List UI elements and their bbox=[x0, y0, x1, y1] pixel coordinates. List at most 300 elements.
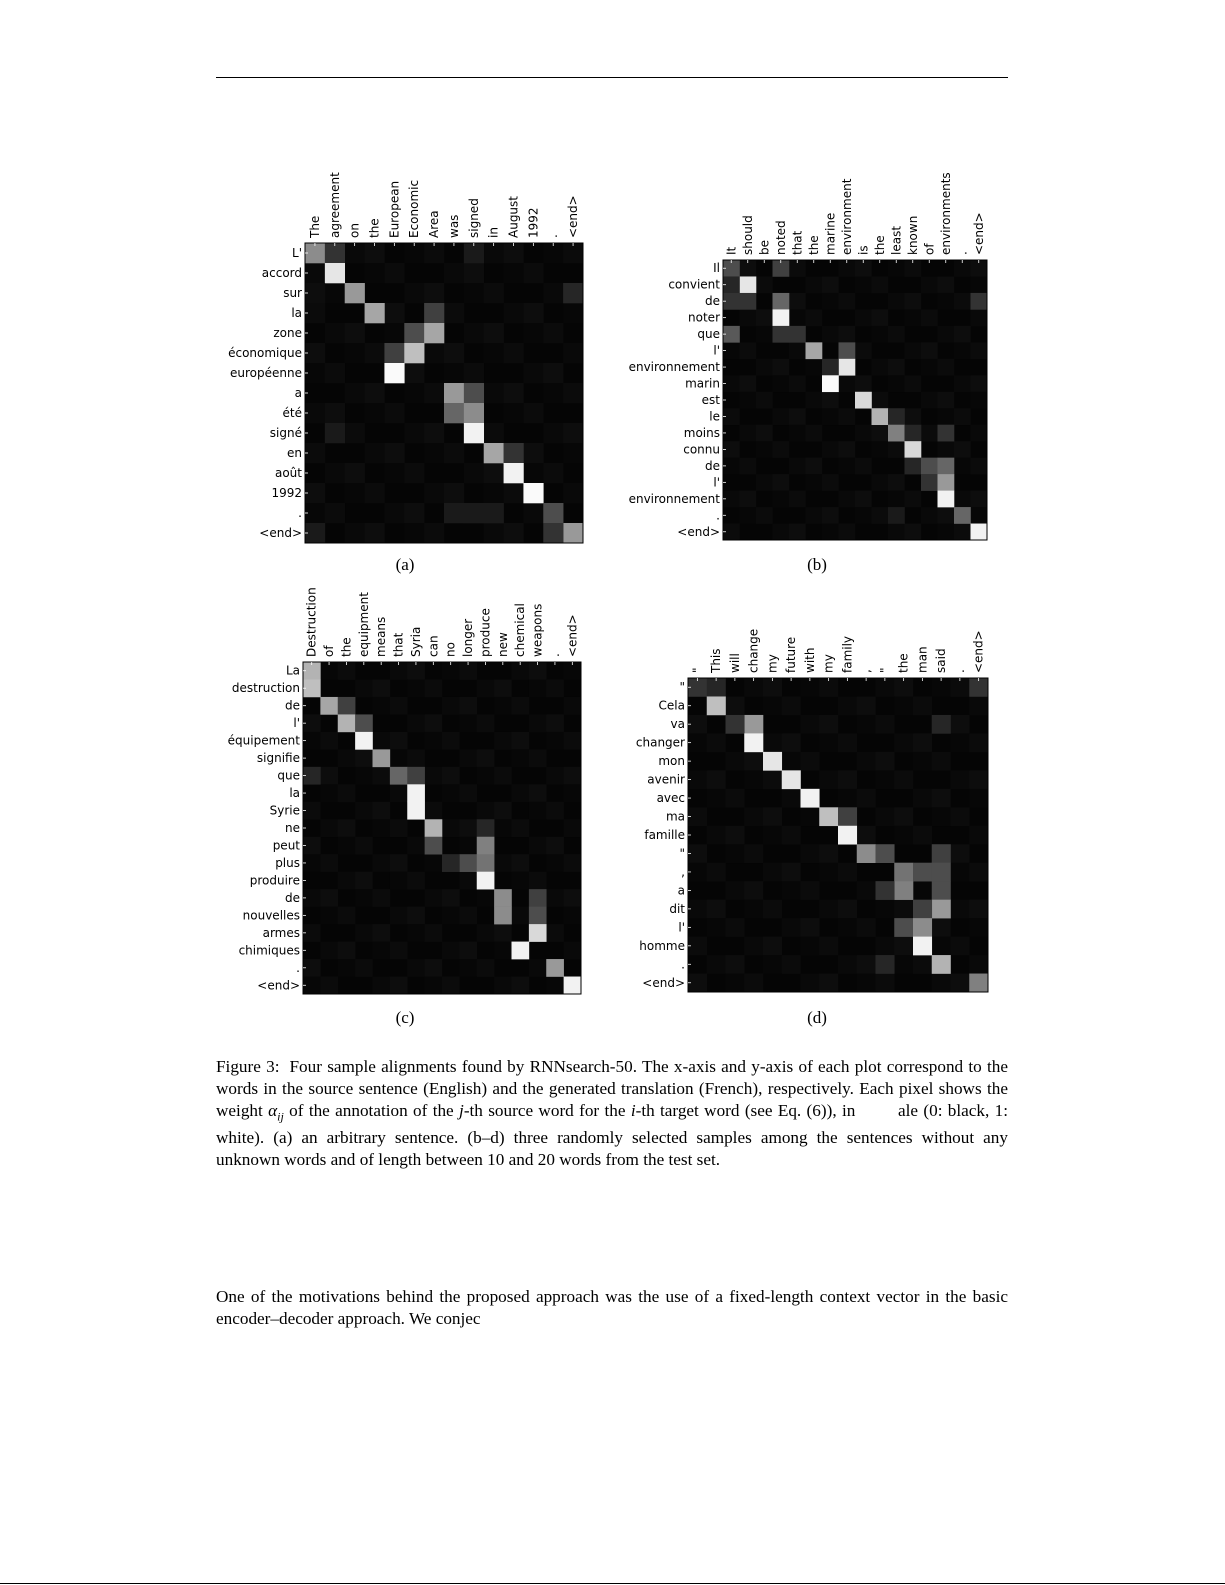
heatmap-cell bbox=[424, 443, 444, 463]
heatmap-cell bbox=[355, 837, 373, 855]
heatmap-cell bbox=[365, 483, 385, 503]
heatmap-cell bbox=[744, 715, 763, 734]
heatmap-cell bbox=[822, 293, 839, 310]
heatmap-cell bbox=[913, 900, 932, 919]
j-symbol: j bbox=[459, 1101, 464, 1120]
x-tick-label: is bbox=[856, 245, 871, 255]
heatmap-cell bbox=[407, 959, 425, 977]
heatmap-cell bbox=[969, 789, 988, 808]
y-tick-label: famille bbox=[644, 828, 685, 842]
x-tick-label: noted bbox=[773, 220, 788, 255]
heatmap-cell bbox=[529, 714, 547, 732]
heatmap-cell bbox=[938, 507, 955, 524]
heatmap-cell bbox=[442, 854, 460, 872]
heatmap-cell bbox=[951, 974, 970, 993]
x-tick-label: . bbox=[546, 234, 561, 238]
heatmap-cell bbox=[756, 276, 773, 293]
heatmap-cell bbox=[425, 714, 443, 732]
heatmap-cell bbox=[546, 924, 564, 942]
heatmap-cell bbox=[563, 343, 583, 363]
heatmap-cell bbox=[523, 403, 543, 423]
heatmap-cell bbox=[855, 392, 872, 409]
heatmap-cell bbox=[543, 323, 563, 343]
heatmap-cell bbox=[707, 733, 726, 752]
heatmap-cell bbox=[954, 375, 971, 392]
heatmap-cell bbox=[872, 425, 889, 442]
heatmap-cell bbox=[744, 752, 763, 771]
heatmap-cell bbox=[894, 900, 913, 919]
heatmap-cell bbox=[404, 343, 424, 363]
heatmap-cell bbox=[543, 283, 563, 303]
heatmap-cell bbox=[789, 524, 806, 541]
y-tick-label: L' bbox=[292, 246, 302, 260]
y-tick-label: " bbox=[679, 680, 685, 695]
heatmap-cell bbox=[543, 383, 563, 403]
heatmap-cell bbox=[932, 807, 951, 826]
heatmap-cell bbox=[543, 523, 563, 543]
heatmap-cell bbox=[424, 383, 444, 403]
x-tick-label: produce bbox=[478, 608, 493, 657]
heatmap-cell bbox=[819, 770, 838, 789]
heatmap-cell bbox=[913, 696, 932, 715]
heatmap-cell bbox=[504, 263, 524, 283]
heatmap-cell bbox=[839, 326, 856, 343]
x-tick-label: <end> bbox=[971, 630, 986, 673]
heatmap-cell bbox=[763, 752, 782, 771]
heatmap-cell bbox=[390, 767, 408, 785]
heatmap-cell bbox=[529, 784, 547, 802]
heatmap-cell bbox=[390, 872, 408, 890]
heatmap-cell bbox=[905, 524, 922, 541]
heatmap-cell bbox=[404, 323, 424, 343]
y-tick-label: août bbox=[274, 466, 302, 480]
heatmap-cell bbox=[969, 733, 988, 752]
heatmap-cell bbox=[744, 974, 763, 993]
heatmap-cell bbox=[839, 293, 856, 310]
subfigure-label-b: (b) bbox=[807, 555, 827, 574]
heatmap-cell bbox=[373, 679, 391, 697]
heatmap-cell bbox=[839, 359, 856, 376]
heatmap-cell bbox=[512, 977, 530, 995]
alignment-plot-d bbox=[590, 570, 1010, 1010]
heatmap-cell bbox=[320, 942, 338, 960]
y-tick-label: zone bbox=[273, 326, 302, 340]
heatmap-cell bbox=[563, 483, 583, 503]
y-tick-label: armes bbox=[262, 925, 300, 940]
heatmap-cell bbox=[801, 789, 820, 808]
heatmap-cell bbox=[938, 326, 955, 343]
heatmap-cell bbox=[951, 900, 970, 919]
heatmap-cell bbox=[756, 441, 773, 458]
heatmap-cell bbox=[477, 802, 495, 820]
heatmap-cell bbox=[504, 303, 524, 323]
heatmap-cell bbox=[876, 937, 895, 956]
x-tick-label: new bbox=[495, 632, 510, 657]
heatmap-cell bbox=[444, 483, 464, 503]
heatmap-cell bbox=[740, 293, 757, 310]
heatmap-cell bbox=[726, 974, 745, 993]
heatmap-cell bbox=[894, 955, 913, 974]
heatmap-cell bbox=[894, 826, 913, 845]
x-tick-label: The bbox=[307, 215, 322, 238]
heatmap-cell bbox=[546, 977, 564, 995]
heatmap-cell bbox=[494, 889, 512, 907]
heatmap-cell bbox=[464, 423, 484, 443]
heatmap-cell bbox=[872, 359, 889, 376]
heatmap-cell bbox=[971, 507, 988, 524]
heatmap-cell bbox=[932, 937, 951, 956]
heatmap-cell bbox=[484, 483, 504, 503]
heatmap-cell bbox=[789, 326, 806, 343]
heatmap-cell bbox=[744, 733, 763, 752]
alignment-plot-b bbox=[590, 140, 1010, 550]
heatmap-cell bbox=[921, 276, 938, 293]
x-tick-label: known bbox=[905, 215, 920, 255]
heatmap-cell bbox=[969, 696, 988, 715]
heatmap-cell bbox=[913, 918, 932, 937]
heatmap-cell bbox=[801, 881, 820, 900]
heatmap-cell bbox=[373, 942, 391, 960]
y-tick-label: l' bbox=[713, 343, 720, 358]
heatmap-cell bbox=[938, 392, 955, 409]
heatmap-cell bbox=[789, 458, 806, 475]
heatmap-cell bbox=[442, 767, 460, 785]
heatmap-cell bbox=[819, 900, 838, 919]
heatmap-cell bbox=[932, 918, 951, 937]
y-tick-label: l' bbox=[678, 920, 685, 935]
heatmap-cell bbox=[932, 863, 951, 882]
heatmap-cell bbox=[913, 826, 932, 845]
heatmap-cell bbox=[773, 293, 790, 310]
heatmap-cell bbox=[905, 491, 922, 508]
x-tick-label: change bbox=[746, 628, 761, 673]
heatmap-cell bbox=[384, 343, 404, 363]
heatmap-cell bbox=[384, 323, 404, 343]
y-tick-label: connu bbox=[683, 442, 720, 457]
heatmap-cell bbox=[744, 770, 763, 789]
figure-label: Figure 3: bbox=[216, 1057, 280, 1076]
heatmap-cell bbox=[563, 283, 583, 303]
heatmap-cell bbox=[355, 679, 373, 697]
heatmap-cell bbox=[855, 425, 872, 442]
y-tick-label: <end> bbox=[257, 978, 300, 993]
heatmap-cell bbox=[477, 749, 495, 767]
page-bottom-rule bbox=[0, 1583, 1225, 1584]
heatmap-cell bbox=[459, 872, 477, 890]
x-tick-label: my bbox=[765, 654, 780, 673]
body-paragraph: One of the motivations behind the proposed approach was the use of a fixed-length context vector in the basic encoder–decoder approach. We conjec bbox=[216, 1287, 1008, 1328]
heatmap-cell bbox=[921, 309, 938, 326]
heatmap-cell bbox=[404, 423, 424, 443]
heatmap-cell bbox=[425, 889, 443, 907]
heatmap-cell bbox=[325, 403, 345, 423]
heatmap-cell bbox=[773, 375, 790, 392]
x-tick-label: the bbox=[872, 235, 887, 255]
heatmap-cell bbox=[444, 503, 464, 523]
y-tick-label: ne bbox=[285, 821, 300, 835]
heatmap-cell bbox=[838, 733, 857, 752]
heatmap-cell bbox=[529, 802, 547, 820]
heatmap-cell bbox=[484, 323, 504, 343]
y-tick-label: l' bbox=[293, 716, 300, 731]
y-tick-label: . bbox=[716, 508, 720, 523]
heatmap-cell bbox=[390, 819, 408, 837]
heatmap-cell bbox=[325, 503, 345, 523]
heatmap-cell bbox=[782, 696, 801, 715]
heatmap-cell bbox=[951, 807, 970, 826]
heatmap-cell bbox=[477, 767, 495, 785]
heatmap-cell bbox=[740, 491, 757, 508]
heatmap-cell bbox=[740, 375, 757, 392]
heatmap-cell bbox=[504, 343, 524, 363]
heatmap-cell bbox=[951, 863, 970, 882]
x-tick-label: said bbox=[934, 648, 949, 673]
heatmap-cell bbox=[822, 375, 839, 392]
x-tick-label: . bbox=[952, 669, 967, 673]
heatmap-cell bbox=[756, 392, 773, 409]
heatmap-cell bbox=[325, 363, 345, 383]
caption-text-3: -th source word for the bbox=[463, 1101, 631, 1120]
heatmap-cell bbox=[365, 243, 385, 263]
x-tick-label: 1992 bbox=[526, 207, 541, 238]
y-tick-label: sur bbox=[283, 286, 302, 300]
heatmap-cell bbox=[338, 697, 356, 715]
heatmap-cell bbox=[338, 819, 356, 837]
heatmap-cell bbox=[373, 889, 391, 907]
heatmap-cell bbox=[477, 924, 495, 942]
heatmap-cell bbox=[822, 441, 839, 458]
y-tick-label: avenir bbox=[647, 772, 685, 787]
heatmap-cell bbox=[971, 524, 988, 541]
heatmap-cell bbox=[464, 383, 484, 403]
heatmap-cell bbox=[971, 342, 988, 359]
heatmap-b bbox=[590, 140, 1010, 550]
heatmap-cell bbox=[459, 837, 477, 855]
x-tick-label: family bbox=[840, 635, 855, 673]
y-tick-label: ma bbox=[665, 809, 685, 824]
heatmap-cell bbox=[390, 697, 408, 715]
heatmap-cell bbox=[707, 918, 726, 937]
heatmap-cell bbox=[365, 403, 385, 423]
heatmap-cell bbox=[839, 342, 856, 359]
x-tick-label: that bbox=[391, 632, 406, 657]
x-tick-label: <end> bbox=[566, 195, 581, 238]
heatmap-cell bbox=[477, 889, 495, 907]
heatmap-cell bbox=[494, 924, 512, 942]
heatmap-cell bbox=[938, 425, 955, 442]
heatmap-cell bbox=[355, 802, 373, 820]
heatmap-cell bbox=[773, 491, 790, 508]
heatmap-cell bbox=[494, 732, 512, 750]
heatmap-cell bbox=[477, 872, 495, 890]
caption-text-4: -th target word (see Eq. (6)), in ale (0: black, 1: white). (a) an arbitrary sentence. (b–d) three randomly selected samples among the sentences without any unknown words and of length between 10 and 20 words from the test set. bbox=[216, 1101, 1013, 1170]
heatmap-cell bbox=[855, 276, 872, 293]
heatmap-cell bbox=[756, 474, 773, 491]
heatmap-cell bbox=[822, 474, 839, 491]
heatmap-cell bbox=[384, 263, 404, 283]
y-tick-label: la bbox=[289, 786, 300, 801]
heatmap-cell bbox=[872, 408, 889, 425]
heatmap-cell bbox=[894, 881, 913, 900]
heatmap-cell bbox=[494, 819, 512, 837]
heatmap-cell bbox=[876, 770, 895, 789]
heatmap-cell bbox=[921, 392, 938, 409]
heatmap-cell bbox=[345, 283, 365, 303]
heatmap-cell bbox=[564, 977, 582, 995]
heatmap-cell bbox=[969, 900, 988, 919]
heatmap-cell bbox=[894, 696, 913, 715]
heatmap-cell bbox=[969, 974, 988, 993]
heatmap-cell bbox=[806, 474, 823, 491]
heatmap-cell bbox=[529, 679, 547, 697]
heatmap-cell bbox=[325, 263, 345, 283]
heatmap-cell bbox=[425, 959, 443, 977]
x-tick-label: " bbox=[690, 667, 705, 673]
y-tick-label: nouvelles bbox=[242, 908, 300, 923]
heatmap-cell bbox=[442, 732, 460, 750]
heatmap-cell bbox=[543, 363, 563, 383]
heatmap-cell bbox=[726, 955, 745, 974]
heatmap-cell bbox=[484, 383, 504, 403]
y-tick-label: " bbox=[679, 846, 685, 861]
heatmap-cell bbox=[424, 523, 444, 543]
heatmap-cell bbox=[921, 359, 938, 376]
heatmap-cell bbox=[855, 342, 872, 359]
heatmap-cell bbox=[876, 715, 895, 734]
heatmap-cell bbox=[320, 732, 338, 750]
heatmap-cell bbox=[905, 375, 922, 392]
heatmap-cell bbox=[404, 243, 424, 263]
heatmap-cell bbox=[444, 363, 464, 383]
heatmap-cell bbox=[876, 752, 895, 771]
heatmap-cell bbox=[564, 697, 582, 715]
x-tick-label: that bbox=[790, 230, 805, 255]
heatmap-cell bbox=[494, 697, 512, 715]
heatmap-cell bbox=[855, 491, 872, 508]
heatmap-cell bbox=[876, 807, 895, 826]
heatmap-cell bbox=[839, 458, 856, 475]
heatmap-cell bbox=[921, 507, 938, 524]
heatmap-cell bbox=[951, 844, 970, 863]
heatmap-cell bbox=[789, 375, 806, 392]
heatmap-cell bbox=[773, 326, 790, 343]
heatmap-cell bbox=[543, 463, 563, 483]
heatmap-cell bbox=[546, 854, 564, 872]
heatmap-cell bbox=[763, 770, 782, 789]
y-tick-label: accord bbox=[261, 266, 302, 280]
heatmap-cell bbox=[913, 937, 932, 956]
heatmap-cell bbox=[707, 770, 726, 789]
heatmap-cell bbox=[971, 392, 988, 409]
heatmap-cell bbox=[872, 276, 889, 293]
heatmap-cell bbox=[872, 507, 889, 524]
heatmap-cell bbox=[857, 974, 876, 993]
x-tick-label: means bbox=[374, 616, 389, 657]
heatmap-cell bbox=[913, 955, 932, 974]
heatmap-cell bbox=[512, 697, 530, 715]
heatmap-cell bbox=[512, 942, 530, 960]
heatmap-cell bbox=[888, 441, 905, 458]
heatmap-cell bbox=[921, 474, 938, 491]
heatmap-cell bbox=[888, 326, 905, 343]
y-tick-label: , bbox=[681, 864, 685, 879]
heatmap-cell bbox=[512, 907, 530, 925]
heatmap-cell bbox=[954, 441, 971, 458]
heatmap-cell bbox=[857, 752, 876, 771]
heatmap-cell bbox=[838, 789, 857, 808]
heatmap-cell bbox=[320, 767, 338, 785]
heatmap-cell bbox=[320, 697, 338, 715]
y-tick-label: <end> bbox=[677, 524, 720, 539]
heatmap-cell bbox=[523, 263, 543, 283]
heatmap-cell bbox=[819, 974, 838, 993]
heatmap-cell bbox=[756, 425, 773, 442]
heatmap-cell bbox=[477, 714, 495, 732]
heatmap-cell bbox=[373, 854, 391, 872]
heatmap-cell bbox=[913, 863, 932, 882]
x-tick-label: This bbox=[709, 648, 724, 673]
heatmap-cell bbox=[894, 807, 913, 826]
heatmap-cell bbox=[822, 359, 839, 376]
heatmap-cell bbox=[756, 359, 773, 376]
heatmap-cell bbox=[484, 503, 504, 523]
heatmap-cell bbox=[373, 924, 391, 942]
heatmap-cell bbox=[425, 802, 443, 820]
heatmap-cell bbox=[484, 283, 504, 303]
x-tick-label: marine bbox=[823, 212, 838, 255]
heatmap-cell bbox=[355, 959, 373, 977]
heatmap-cell bbox=[801, 918, 820, 937]
heatmap-cell bbox=[951, 770, 970, 789]
heatmap-cell bbox=[819, 733, 838, 752]
heatmap-cell bbox=[477, 819, 495, 837]
heatmap-cell bbox=[806, 276, 823, 293]
heatmap-cell bbox=[932, 789, 951, 808]
heatmap-cell bbox=[404, 363, 424, 383]
y-tick-label: va bbox=[670, 717, 685, 732]
x-tick-label: the bbox=[896, 653, 911, 673]
heatmap-cell bbox=[857, 789, 876, 808]
heatmap-cell bbox=[888, 491, 905, 508]
heatmap-cell bbox=[425, 977, 443, 995]
heatmap-cell bbox=[932, 900, 951, 919]
i-symbol: i bbox=[630, 1101, 636, 1120]
x-tick-label: man bbox=[915, 646, 930, 673]
heatmap-cell bbox=[523, 363, 543, 383]
heatmap-cell bbox=[464, 323, 484, 343]
y-tick-label: signifie bbox=[256, 751, 300, 766]
heatmap-cell bbox=[726, 789, 745, 808]
x-tick-label: Area bbox=[427, 210, 442, 238]
heatmap-cell bbox=[365, 343, 385, 363]
heatmap-cell bbox=[789, 425, 806, 442]
heatmap-cell bbox=[905, 342, 922, 359]
heatmap-cell bbox=[888, 375, 905, 392]
heatmap-cell bbox=[543, 423, 563, 443]
heatmap-cell bbox=[564, 907, 582, 925]
heatmap-cell bbox=[806, 309, 823, 326]
heatmap-cell bbox=[872, 441, 889, 458]
heatmap-cell bbox=[773, 359, 790, 376]
y-tick-label: <end> bbox=[642, 975, 685, 990]
heatmap-cell bbox=[444, 263, 464, 283]
caption-text-2: of the annotation of the bbox=[283, 1101, 460, 1120]
heatmap-cell bbox=[888, 474, 905, 491]
heatmap-cell bbox=[365, 303, 385, 323]
heatmap-cell bbox=[954, 507, 971, 524]
heatmap-cell bbox=[305, 283, 325, 303]
heatmap-cell bbox=[806, 342, 823, 359]
